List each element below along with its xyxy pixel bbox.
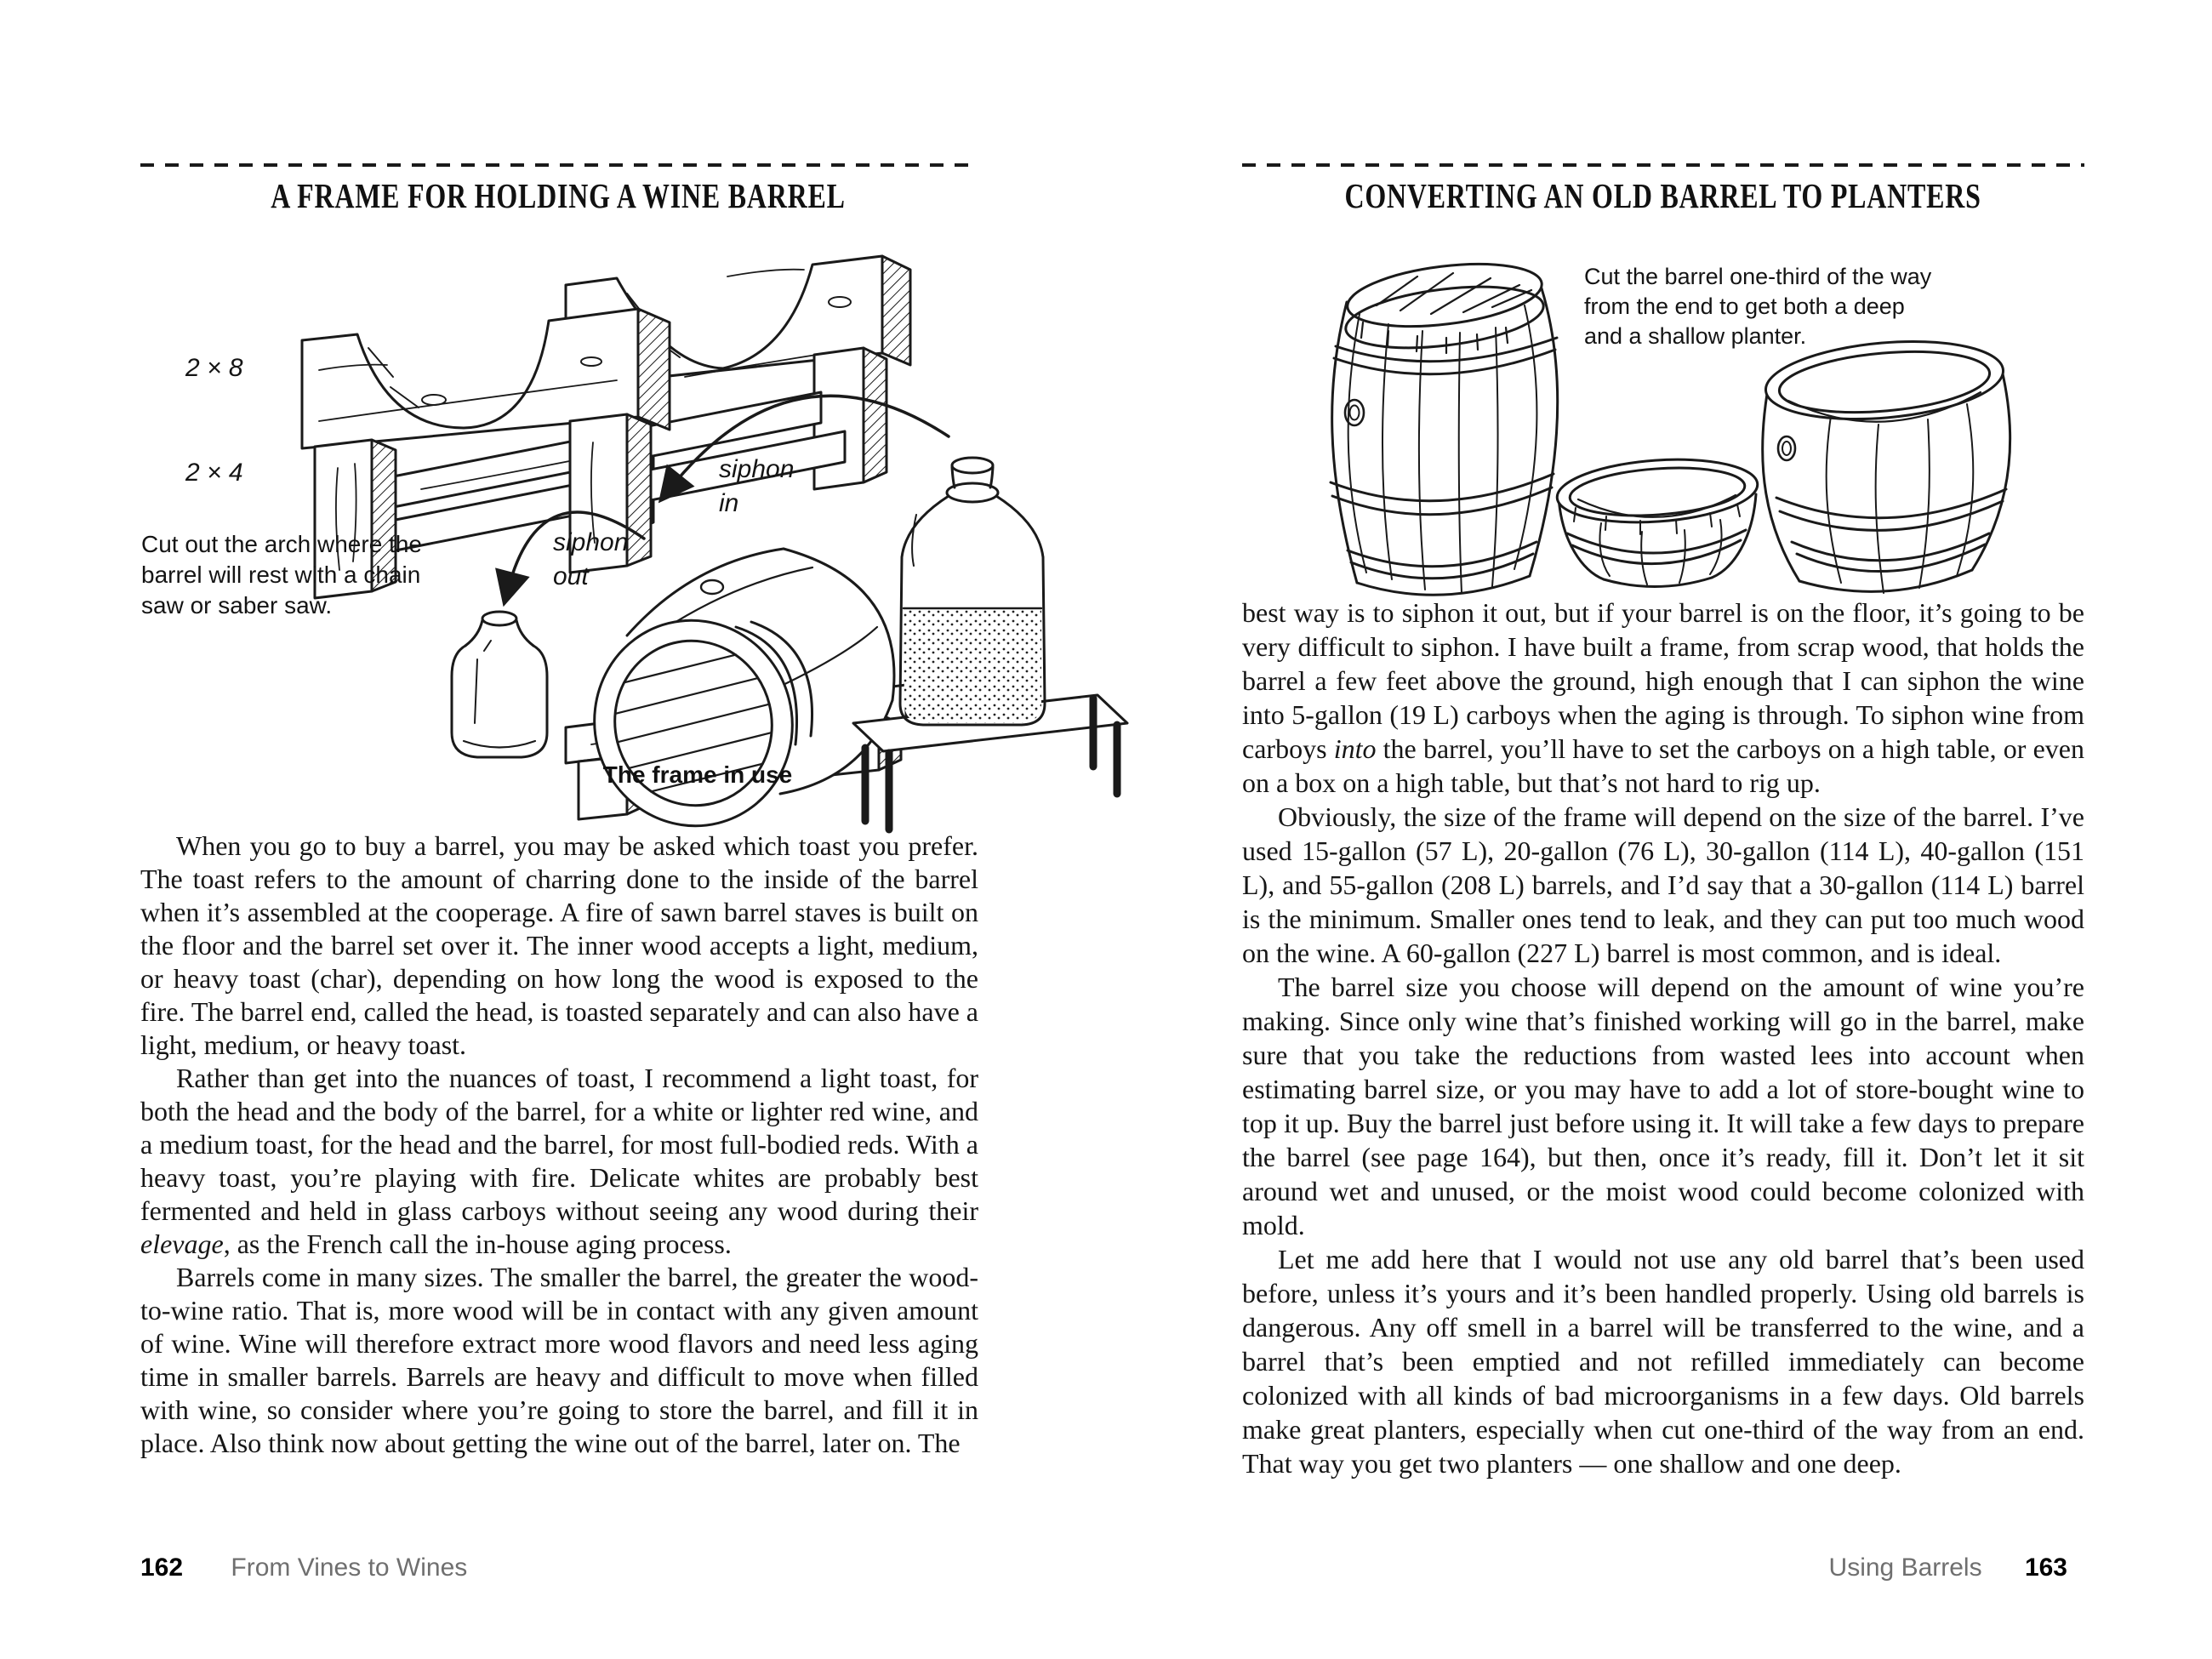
caption-line: and a shallow planter.	[1584, 323, 1807, 349]
jug-empty	[452, 612, 547, 757]
paragraph: Barrels come in many sizes. The smaller the barrel, the greater the wood-to-wine ratio. That is, more wood will be in contact with any given amount of wine. Wine will therefore extract more wood flavors and need less aging time in smaller barrels. Barrels are heavy and difficult to move when filled with wine, so consider where you’re going to store the barrel, and fill it in place. Also think now about getting the wine out of the barrel, later on. The	[140, 1262, 978, 1458]
page-number: 163	[2024, 1554, 2067, 1582]
paragraph: Rather than get into the nuances of toast, I recommend a light toast, for both the head and the body of the barrel, for a white or lighter red wine, and a medium toast, for the head and the barrel, for most full-bodied reds. With a heavy toast, you’re playing with fire. Delicate whites are probably best fermented and held in glass carboys without seeing any wood during their elevage, as the French call the in-house aging process.	[140, 1063, 978, 1259]
siphon-out-label: siphon out	[553, 528, 629, 590]
caption-line: Cut the barrel one-third of the way	[1584, 264, 1932, 289]
paragraph: The barrel size you choose will depend on the amount of wine you’re making. Since only wine that’s finished working will go in the barrel, make sure that you take the reductions from wasted lees into account when estimating barrel size, or you may have to add a lot of store-bought wine to top it up. Buy the barrel just before using it. It will take a few days to prepare the barrel (see page 164), but then, once it’s ready, fill it. Don’t let it sit around wet and unused, or the moist wood could become colonized with mold.	[1242, 972, 2084, 1240]
caption-line: from the end to get both a deep	[1584, 294, 1905, 319]
siphon-in-label: siphon in	[719, 455, 795, 517]
bung-hole	[701, 580, 723, 594]
running-title: Using Barrels	[1828, 1554, 1982, 1582]
carboy-full	[900, 458, 1045, 725]
page-title-left: A FRAME FOR HOLDING A WINE BARREL	[271, 176, 846, 215]
body-text-right	[1242, 596, 2084, 1480]
paragraph: Obviously, the size of the frame will depend on the size of the barrel. I’ve used 15-gallon (57 L), 20-gallon (76 L), 30-gallon (114 L), 40-gallon (151 L), and 55-gallon (208 L) barrels, and I’d say that a 30-gallon (114 L) barrel is the minimum. Smaller ones tend to leak, and they can put too much wood on the wine. A 60-gallon (227 L) barrel is most common, and is ideal.	[1242, 801, 2084, 968]
dashed-rule-right	[1242, 163, 2084, 167]
caption-line: Cut out the arch where the	[141, 531, 422, 557]
footer-left	[140, 1554, 467, 1582]
deep-planter	[1763, 333, 2010, 593]
dashed-rule-left	[140, 163, 976, 167]
board-label-2x4: 2 × 4	[185, 459, 243, 487]
paragraph: When you go to buy a barrel, you may be asked which toast you prefer. The toast refers to the amount of charring done to the inside of the barrel when it’s assembled at the cooperage. A fire of sawn barrel staves is built on the floor and the barrel set over it. The inner wood accepts a light, medium, or heavy toast (char), depending on how long the wood is exposed to the fire. The barrel end, called the head, is toasted separately and can also have a light, medium, or heavy toast.	[140, 830, 978, 1060]
paragraph: best way is to siphon it out, but if your barrel is on the floor, it’s going to be very difficult to siphon. I have built a frame, from scrap wood, that holds the barrel a few feet above the ground, high enough that I can siphon the wine into 5-gallon (19 L) carboys when the aging is through. To siphon wine from carboys into the barrel, you’ll have to set the carboys on a high table, or even on a box on a high table, but that’s not hard to rig up.	[1242, 597, 2085, 798]
planters-caption	[1584, 262, 1941, 351]
board-label-2x8: 2 × 8	[185, 354, 243, 382]
caption-line: barrel will rest with a chain	[141, 562, 421, 588]
page-title-right: CONVERTING AN OLD BARREL TO PLANTERS	[1344, 176, 1982, 215]
frame-side-caption	[141, 529, 448, 621]
shallow-planter	[1555, 453, 1759, 587]
running-title: From Vines to Wines	[231, 1554, 468, 1582]
footer-right	[1242, 1554, 2067, 1582]
page-number: 162	[140, 1554, 184, 1582]
paragraph: Let me add here that I would not use any old barrel that’s been used before, unless it’s yours and it’s been handled properly. Using old barrels is dangerous. Any off smell in a barrel will be transferred to the wine, and a barrel that’s been emptied and not refilled immediately can become colonized with all kinds of bad microorganisms in a few days. Old barrels make great planters, especially when cut one-third of the way from an end. That way you get two planters — one shallow and one deep.	[1242, 1244, 2084, 1479]
caption-line: saw or saber saw.	[141, 592, 333, 619]
whole-barrel	[1331, 254, 1558, 595]
bung-hole	[1778, 436, 1795, 460]
body-text-left	[140, 830, 978, 1460]
frame-figure-caption: The frame in use	[602, 761, 793, 788]
